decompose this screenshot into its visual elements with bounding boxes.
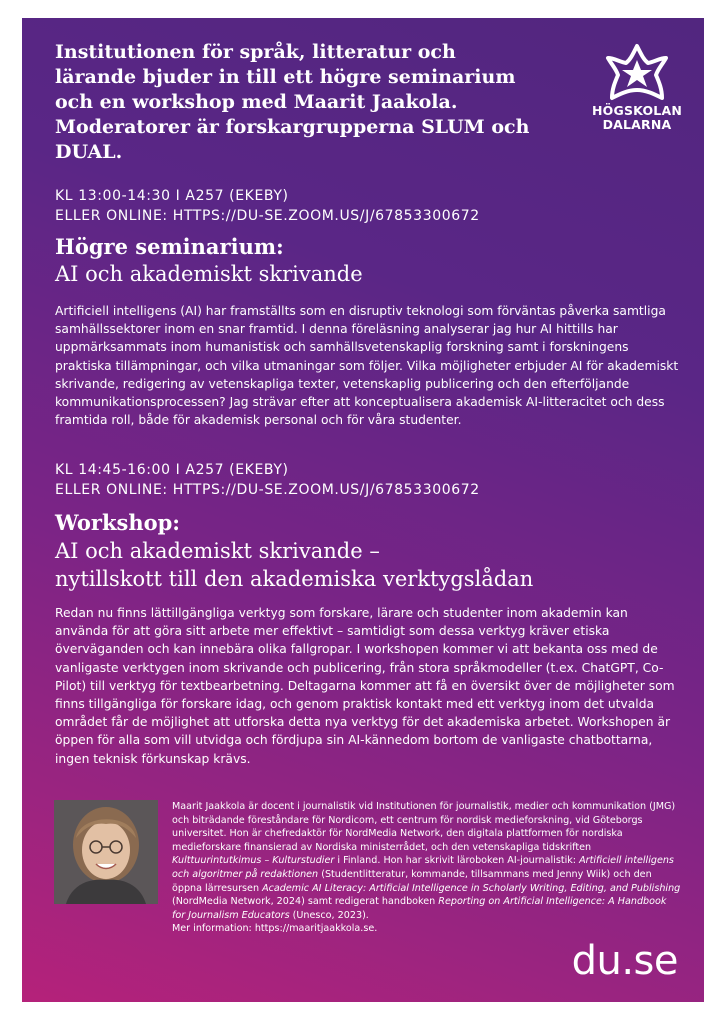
workshop-time: KL 14:45-16:00 I A257 (EKEBY) [55, 462, 289, 478]
logo-line1: HÖGSKOLAN [592, 103, 683, 118]
seminar-label: Högre seminarium: [55, 234, 284, 259]
seminar-title: AI och akademiskt skrivande [55, 262, 363, 286]
bio-more-info[interactable]: Mer information: https://maaritjaakkola.se. [172, 923, 378, 935]
hogskolan-dalarna-logo [592, 42, 682, 132]
seminar-time: KL 13:00-14:30 I A257 (EKEBY) [55, 188, 289, 204]
workshop-body: Redan nu finns lättillgängliga verktyg som forskare, lärare och studenter inom akademin kan använda för att göra sitt arbete mer effektivt – samtidigt som dessa verktyg kräver etiska överväganden och kan innebära olika fallgropar. I workshopen kommer vi att bekanta oss med de vanligaste verktygen inom skrivande och publicering, från stora språkmodeller (t.ex. ChatGPT, Co-Pilot) till verktyg för textbearbetning. Deltagarna kommer att få en översikt över de möjligheter som finns tillgängliga för forskare idag, och genom praktisk kontakt med ett verktyg inom det utvalda området får de möjlighet att utforska detta nya verktyg för det akademiska arbetet. Workshopen är öppen för alla som vill utvidga och fördjupa sin AI-kännedom bortom de vanligaste chatbottarna, ingen teknisk förkunskap krävs. [55, 606, 675, 766]
seminar-meta [55, 186, 480, 226]
poster [22, 18, 704, 1002]
star-flower-logo-icon [604, 42, 670, 104]
bio-text: Maarit Jaakkola är docent i journalistik vid Institutionen för journalistik, medier och kommunikation (JMG) och biträdande föreståndare för Nordicom, ett centrum för nordisk medieforskning, vid Göteborgs universitet. Hon är chefredaktör för NordMedia Network, den digitala plattformen för nordiska medieforskare finansierad av Nordiska ministerrådet, och den vetenskapliga tidskriften Kulttuurintutkimus – Kulturstudier i Finland. Hon har skrivit läroboken AI-journalistik: Artificiell intelligens och algoritmer på redaktionen (Studentlitteratur, kommande, tillsammans med Jenny Wiik) och den öppna lärresursen Academic AI Literacy: Artificial Intelligence in Scholarly Writing, Editing, and Publishing (NordMedia Network, 2024) samt redigerat handboken Reporting on Artificial Intelligence: A Handbook for Journalism Educators (Unesco, 2023). Mer information: https://maaritjaakkola.se. [172, 801, 681, 935]
workshop-online-link[interactable]: ELLER ONLINE: HTTPS://DU-SE.ZOOM.US/J/67853300672 [55, 482, 480, 498]
workshop-meta [55, 460, 480, 500]
portrait-photo [54, 800, 158, 904]
seminar-body: Artificiell intelligens (AI) har framställts som en disruptiv teknologi som förväntas påverka samtliga samhällssektorer inom en snar framtid. I denna föreläsning analyserar jag hur AI hittills har uppmärksammats inom humanistisk och samhällsvetenskaplig forskning samt i forskningens praktiska tillämpningar, och vilka utmaningar som följer. Vilka möjligheter erbjuder AI för akademiskt skrivande, redigering av vetenskapliga texter, vetenskaplig publicering och den efterföljande kommunikationsprocessen? Jag strävar efter att konceptualisera akademisk AI-litteracitet och dess framtida roll, både för akademisk personal och för våra studenter. [55, 304, 679, 428]
workshop-title-line1: AI och akademiskt skrivande – [55, 539, 380, 563]
intro-text: Institutionen för språk, litteratur och lärande bjuder in till ett högre seminarium och en workshop med Maarit Jaakola. Moderatorer är forskargrupperna SLUM och DUAL. [55, 41, 530, 163]
site-url[interactable]: du.se [571, 938, 678, 984]
workshop-title-line2: nytillskott till den akademiska verktygslådan [55, 567, 534, 591]
logo-line2: DALARNA [602, 117, 672, 132]
seminar-online-link[interactable]: ELLER ONLINE: HTTPS://DU-SE.ZOOM.US/J/67853300672 [55, 208, 480, 224]
workshop-label: Workshop: [55, 510, 181, 535]
